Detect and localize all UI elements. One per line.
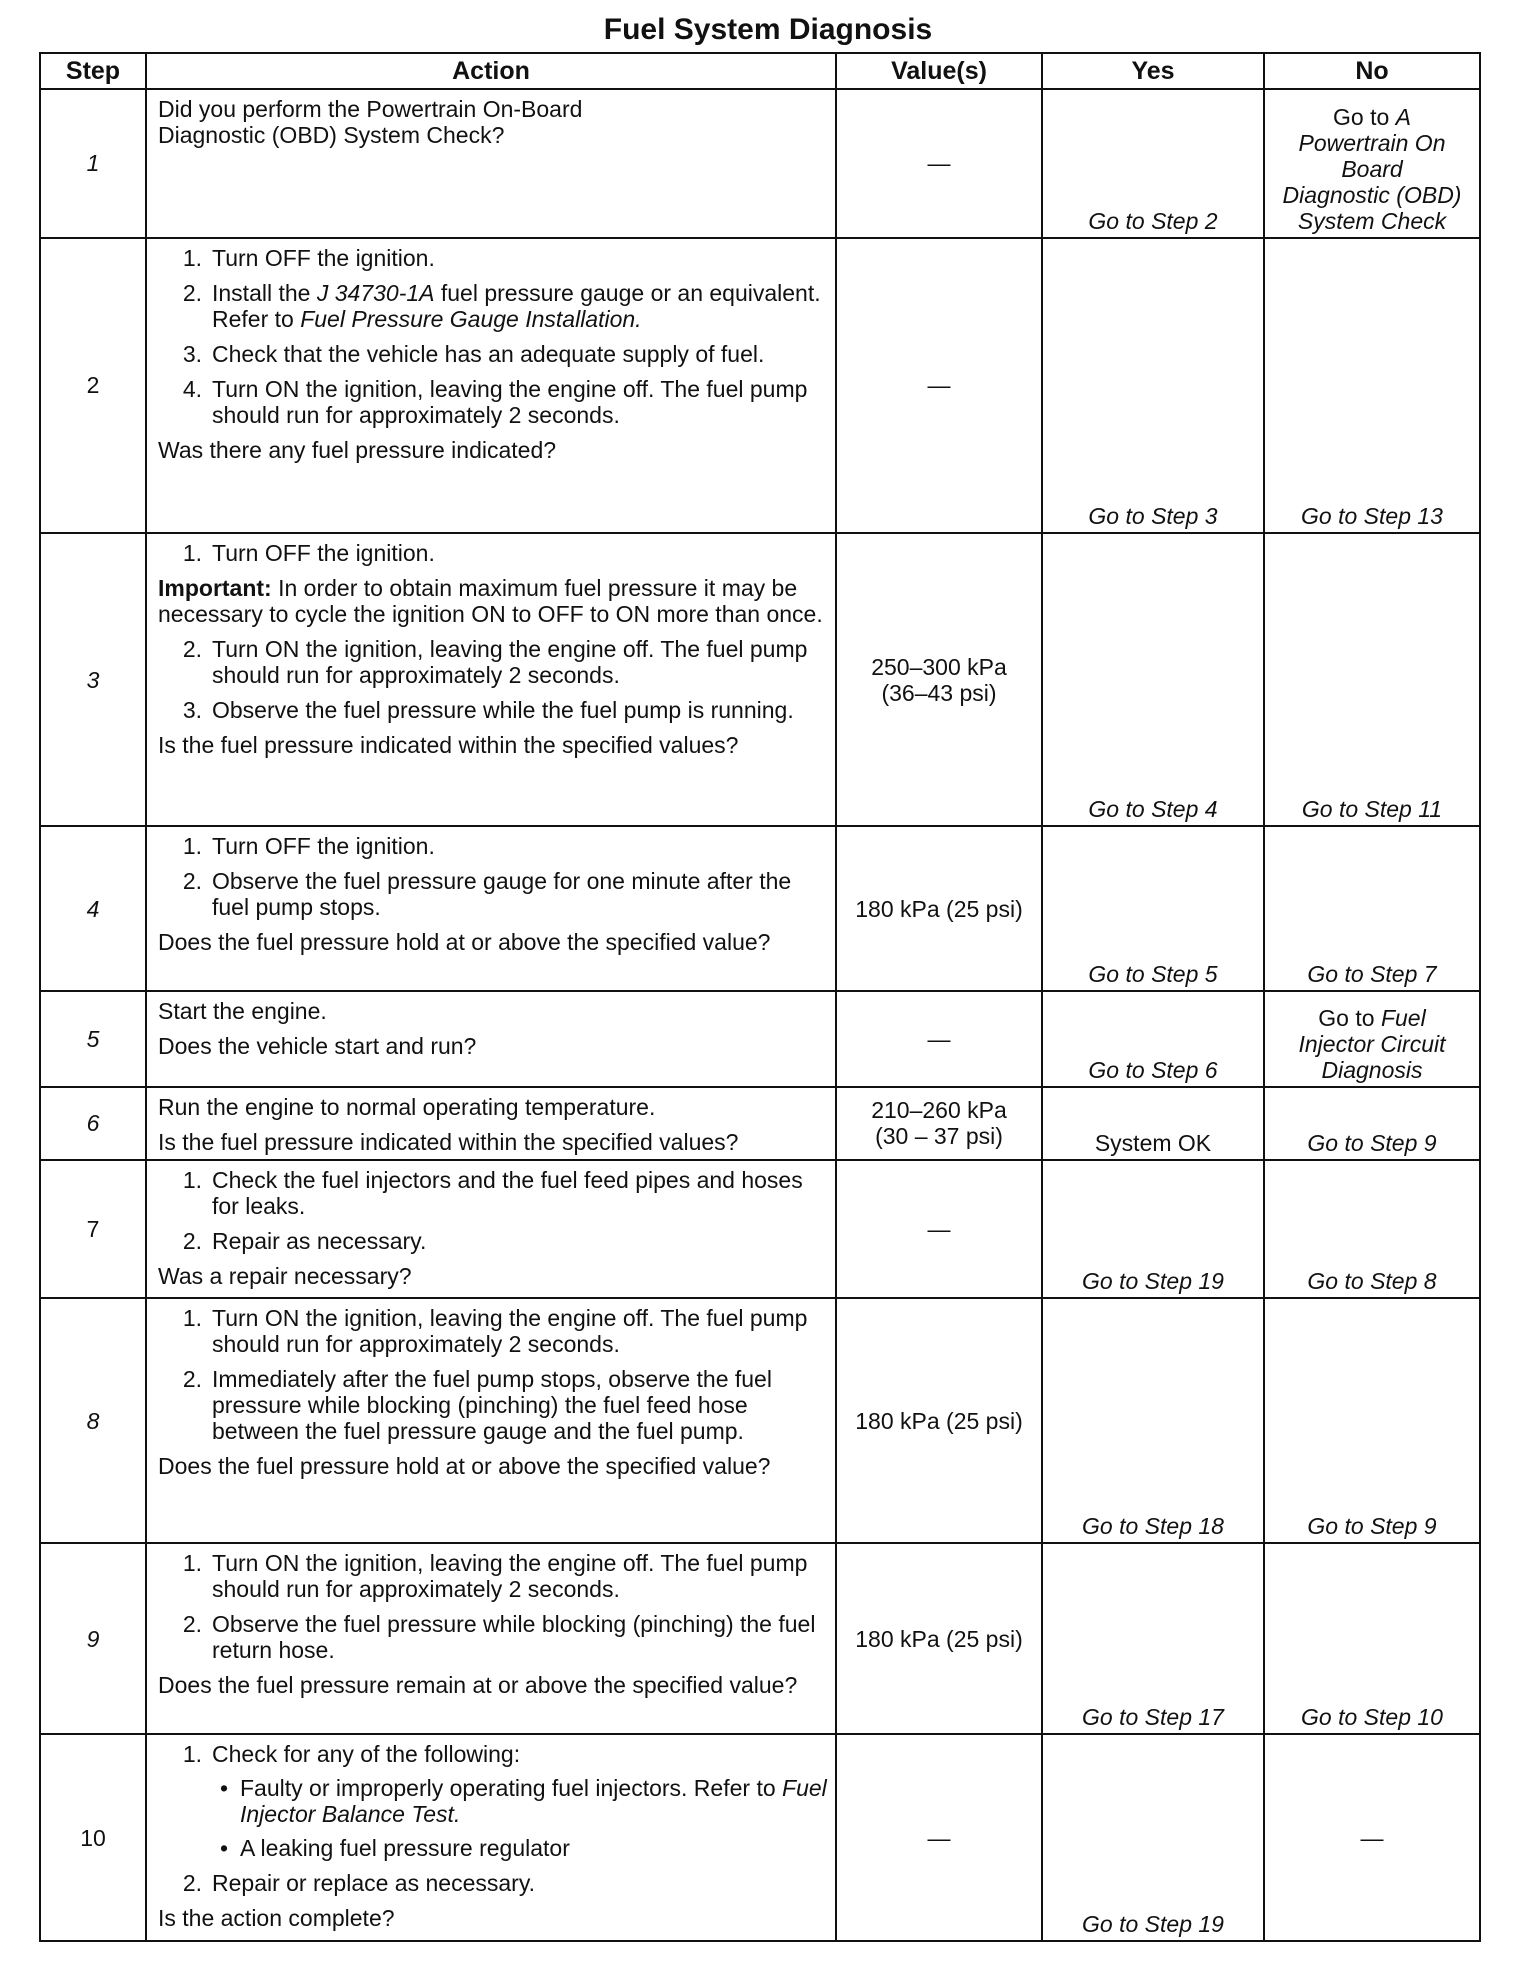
- procedure-reference: Fuel Pressure Gauge Installation.: [300, 305, 642, 332]
- no-text: Diagnosis: [1321, 1057, 1423, 1084]
- table-row: [40, 89, 1480, 238]
- no-cell: Go to Step 9: [1264, 1087, 1480, 1159]
- yes-cell: Go to Step 3: [1042, 238, 1264, 533]
- value-line: (30 – 37 psi): [875, 1123, 1003, 1150]
- value-cell: —: [836, 1160, 1042, 1299]
- yes-cell: Go to Step 6: [1042, 991, 1264, 1087]
- action-cell: [146, 89, 836, 238]
- action-question: Diagnostic (OBD) System Check?: [158, 122, 505, 148]
- no-text: Injector Circuit: [1298, 1031, 1446, 1058]
- value-cell: —: [836, 238, 1042, 533]
- action-cell: [146, 991, 836, 1087]
- value-line: 210–260 kPa: [871, 1097, 1007, 1124]
- no-text: A: [1395, 103, 1411, 130]
- action-cell: [146, 1298, 836, 1543]
- table-row: [40, 1160, 1480, 1299]
- yes-cell: System OK: [1042, 1087, 1264, 1159]
- important-note: [158, 575, 827, 627]
- action-step: Check for any of the following:: [212, 1741, 521, 1768]
- action-steps: 1. Check for any of the following: • Faulty or improperly operating fuel injectors. Refer to Fuel Injector Balance Test. • A leaking fuel pressure regulator 2. Repair or replace as necessary.: [182, 1741, 827, 1897]
- no-text: Fuel: [1380, 1005, 1426, 1032]
- action-step: Repair or replace as necessary.: [212, 1870, 535, 1897]
- value-cell: —: [836, 1734, 1042, 1941]
- action-steps: 1. Turn ON the ignition, leaving the engine off. The fuel pump should run for approximately 2 seconds. 2. Immediately after the fuel pump stops, observe the fuel pressure while blocking (pinching) the fuel feed hose between the fuel pressure gauge and the fuel pump.: [158, 1305, 827, 1444]
- step-number: 6: [40, 1087, 146, 1159]
- action-step: Check the fuel injectors and the fuel feed pipes and hoses for leaks.: [212, 1166, 803, 1219]
- header-step: Step: [40, 53, 146, 89]
- step-number: 7: [40, 1160, 146, 1299]
- no-cell: Go to Step 13: [1264, 238, 1480, 533]
- document-title: Fuel System Diagnosis: [603, 13, 933, 46]
- value-cell: 180 kPa (25 psi): [836, 826, 1042, 991]
- header-action: Action: [146, 53, 836, 89]
- header-values: Value(s): [836, 53, 1042, 89]
- step-number: 5: [40, 991, 146, 1087]
- step-number: 1: [40, 89, 146, 238]
- step-number: 10: [40, 1734, 146, 1941]
- step-number: 2: [40, 238, 146, 533]
- yes-cell: Go to Step 2: [1042, 89, 1264, 238]
- action-cell: [146, 1087, 836, 1159]
- action-steps: 1. Check the fuel injectors and the fuel feed pipes and hoses for leaks. 2. Repair as necessary.: [158, 1167, 827, 1254]
- action-cell: [146, 1734, 836, 1941]
- table-row: [40, 1087, 1480, 1159]
- value-line: 250–300 kPa: [871, 653, 1007, 680]
- important-label: Important:: [158, 574, 272, 601]
- yes-cell: Go to Step 4: [1042, 533, 1264, 826]
- no-text: Powertrain On: [1298, 129, 1446, 156]
- table-row: [40, 533, 1480, 826]
- action-cell: [146, 826, 836, 991]
- action-step: Turn ON the ignition, leaving the engine off. The fuel pump should run for approximately 2 seconds.: [212, 1305, 808, 1358]
- step-number: 9: [40, 1543, 146, 1734]
- action-question: Is the action complete?: [158, 1905, 395, 1932]
- no-cell: —: [1264, 1734, 1480, 1941]
- action-question: Is the fuel pressure indicated within the specified values?: [158, 731, 739, 758]
- yes-cell: Go to Step 17: [1042, 1543, 1264, 1734]
- action-step: Install the: [212, 279, 317, 306]
- action-question: Does the fuel pressure hold at or above the specified value?: [158, 1453, 771, 1480]
- table-row: [40, 1298, 1480, 1543]
- important-text: In order to obtain maximum fuel pressure it may be necessary to cycle the ignition ON to OFF to ON more than once.: [158, 574, 823, 627]
- action-question: Is the fuel pressure indicated within the specified values?: [158, 1129, 739, 1156]
- action-cell: [146, 533, 836, 826]
- action-step: Turn OFF the ignition.: [212, 244, 435, 271]
- step-number: 8: [40, 1298, 146, 1543]
- action-step: Observe the fuel pressure while the fuel pump is running.: [212, 696, 794, 723]
- value-line: (36–43 psi): [881, 679, 997, 706]
- tool-reference: J 34730-1A: [316, 279, 435, 306]
- action-question: Did you perform the Powertrain On-Board: [158, 96, 583, 122]
- action-step: Turn ON the ignition, leaving the engine off. The fuel pump should run for approximately 2 seconds.: [212, 1550, 808, 1603]
- action-step: Turn OFF the ignition.: [212, 539, 435, 566]
- yes-cell: Go to Step 19: [1042, 1160, 1264, 1299]
- action-question: Does the fuel pressure hold at or above the specified value?: [158, 929, 771, 956]
- action-steps: 1. Turn OFF the ignition.: [158, 540, 827, 566]
- step-number: 4: [40, 826, 146, 991]
- no-cell: [1264, 89, 1480, 238]
- table-row: [40, 826, 1480, 991]
- bullet-item: A leaking fuel pressure regulator: [240, 1835, 570, 1862]
- action-question: Does the fuel pressure remain at or above the specified value?: [158, 1672, 798, 1699]
- value-cell: [836, 533, 1042, 826]
- no-cell: Go to Step 7: [1264, 826, 1480, 991]
- table-row: [40, 238, 1480, 533]
- yes-cell: Go to Step 5: [1042, 826, 1264, 991]
- no-cell: Go to Step 8: [1264, 1160, 1480, 1299]
- action-cell: [146, 1160, 836, 1299]
- action-question: Does the vehicle start and run?: [158, 1032, 477, 1059]
- table-row: [40, 991, 1480, 1087]
- bullet-item: Faulty or improperly operating fuel injectors. Refer to: [240, 1775, 783, 1802]
- yes-cell: Go to Step 18: [1042, 1298, 1264, 1543]
- action-instruction: Run the engine to normal operating temperature.: [158, 1094, 656, 1121]
- action-cell: [146, 1543, 836, 1734]
- table-row: [40, 1734, 1480, 1941]
- action-instruction: Start the engine.: [158, 997, 327, 1024]
- procedure-reference: Fuel Injector Balance Test.: [240, 1775, 827, 1828]
- bullet-list: • Faulty or improperly operating fuel injectors. Refer to Fuel Injector Balance Test. • A leaking fuel pressure regulator: [219, 1775, 827, 1862]
- action-step: Turn OFF the ignition.: [212, 833, 435, 860]
- action-steps: 1. Turn OFF the ignition. 2. Observe the fuel pressure gauge for one minute after the fuel pump stops.: [158, 833, 827, 920]
- action-step: Immediately after the fuel pump stops, observe the fuel pressure while blocking (pinching) the fuel feed hose between the fuel pressure gauge and the fuel pump.: [212, 1366, 772, 1445]
- no-text: System Check: [1297, 207, 1447, 234]
- action-steps: 2. Turn ON the ignition, leaving the engine off. The fuel pump should run for approximately 2 seconds. 3. Observe the fuel pressure while the fuel pump is running.: [158, 636, 827, 723]
- action-steps: 1. Turn ON the ignition, leaving the engine off. The fuel pump should run for approximately 2 seconds. 2. Observe the fuel pressure while blocking (pinching) the fuel return hose.: [158, 1550, 827, 1663]
- step-number: 3: [40, 533, 146, 826]
- action-step: Turn ON the ignition, leaving the engine off. The fuel pump should run for approximately 2 seconds.: [212, 635, 808, 688]
- action-question: Was a repair necessary?: [158, 1262, 412, 1289]
- no-text: Board: [1341, 155, 1403, 182]
- no-text: Go to: [1333, 103, 1396, 130]
- no-cell: [1264, 991, 1480, 1087]
- action-step: Check that the vehicle has an adequate supply of fuel.: [212, 340, 765, 367]
- action-step: fuel pressure gauge or an equivalent. Refer to: [212, 279, 821, 332]
- action-step: Observe the fuel pressure gauge for one minute after the fuel pump stops.: [212, 868, 792, 921]
- table-row: [40, 1543, 1480, 1734]
- no-text: Go to: [1318, 1005, 1381, 1032]
- action-step: Turn ON the ignition, leaving the engine off. The fuel pump should run for approximately 2 seconds.: [212, 375, 808, 428]
- action-step: Observe the fuel pressure while blocking (pinching) the fuel return hose.: [212, 1611, 816, 1664]
- diagnosis-table: [39, 52, 1481, 1942]
- no-cell: Go to Step 11: [1264, 533, 1480, 826]
- action-step: Repair as necessary.: [212, 1227, 427, 1254]
- value-cell: —: [836, 89, 1042, 238]
- value-cell: 180 kPa (25 psi): [836, 1543, 1042, 1734]
- value-cell: —: [836, 991, 1042, 1087]
- action-question: Was there any fuel pressure indicated?: [158, 436, 557, 463]
- action-steps: 1. Turn OFF the ignition. 2. Install the J 34730-1A fuel pressure gauge or an equivalent. Refer to Fuel Pressure Gauge Installation. 3. Check that the vehicle has an adequate supply of fuel. 4. Turn ON the ignition, leaving the engine off. The fuel pump should run for approximately 2 seconds.: [158, 245, 827, 428]
- no-cell: Go to Step 9: [1264, 1298, 1480, 1543]
- header-no: No: [1264, 53, 1480, 89]
- yes-cell: Go to Step 19: [1042, 1734, 1264, 1941]
- no-text: Diagnostic (OBD): [1282, 181, 1462, 208]
- header-yes: Yes: [1042, 53, 1264, 89]
- value-cell: [836, 1087, 1042, 1159]
- no-cell: Go to Step 10: [1264, 1543, 1480, 1734]
- action-cell: [146, 238, 836, 533]
- header-row: [40, 53, 1480, 89]
- value-cell: 180 kPa (25 psi): [836, 1298, 1042, 1543]
